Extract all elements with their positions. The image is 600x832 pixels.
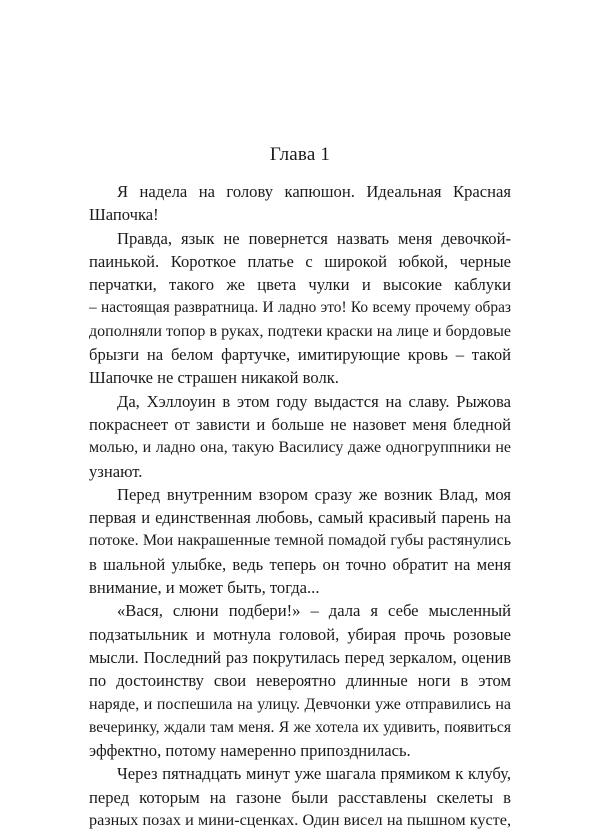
text-line: брызги на белом фартучке, имитирующие кровь – такой — [89, 345, 511, 365]
text-line: Через пятнадцать минут уже шагала прямиком к клубу, — [117, 764, 511, 784]
text-line: покраснеет от зависти и больше не назовет меня бледной — [89, 414, 511, 434]
text-line: в шальной улыбке, ведь теперь он точно обратит на меня — [89, 554, 511, 574]
text-line: внимание, и может быть, тогда... — [89, 578, 320, 598]
text-line: молью, и ладно она, такую Василису даже одногруппники не — [89, 439, 511, 457]
text-line: паинькой. Короткое платье с широкой юбкой, черные — [89, 251, 511, 271]
text-line: мысли. Последний раз покрутилась перед зеркалом, оценив — [89, 647, 511, 667]
text-line: Правда, язык не повернется назвать меня девочкой- — [117, 228, 511, 248]
chapter-title: Глава 1 — [269, 144, 331, 165]
text-line: первая и единственная любовь, самый красивый парень на — [89, 508, 511, 528]
text-line: узнают. — [89, 461, 143, 481]
text-line: Я надела на голову капюшон. Идеальная Красная — [117, 182, 511, 201]
text-line: «Вася, слюни подбери!» – дала я себе мысленный — [117, 601, 511, 621]
text-line: перед которым на газоне были расставлены скелеты в — [89, 787, 511, 807]
text-line: разных позах и мини-сценках. Один висел на пышном кусте, — [89, 811, 511, 830]
chapter-body-text — [89, 180, 511, 832]
text-line: Да, Хэллоуин в этом году выдастся на славу. Рыжова — [117, 391, 511, 411]
text-line: Перед внутренним взором сразу же возник Влад, моя — [117, 484, 511, 504]
text-line: – настоящая развратница. И ладно это! Ко всему прочему образ — [89, 299, 511, 317]
text-line: эффектно, потому намеренно припозднилась. — [89, 741, 411, 761]
text-line: дополняли топор в руках, подтеки краски на лице и бордовые — [89, 322, 511, 340]
text-line: перчатки, такого же цвета чулки и высокие каблуки — [89, 275, 511, 295]
text-line: вечеринку, ждали там меня. Я же хотела их удивить, появиться — [89, 718, 511, 736]
text-line: подзатыльник и мотнула головой, убирая прочь розовые — [89, 624, 511, 644]
text-line: потоке. Мои накрашенные темной помадой губы растянулись — [89, 532, 511, 550]
text-line: Шапочка! — [89, 205, 159, 225]
text-line: Шапочке не страшен никакой волк. — [89, 368, 339, 388]
text-line: по достоинству свои невероятно длинные ноги в этом — [89, 671, 511, 691]
text-line: наряде, и поспешила на улицу. Девчонки уже отправились на — [89, 695, 511, 713]
